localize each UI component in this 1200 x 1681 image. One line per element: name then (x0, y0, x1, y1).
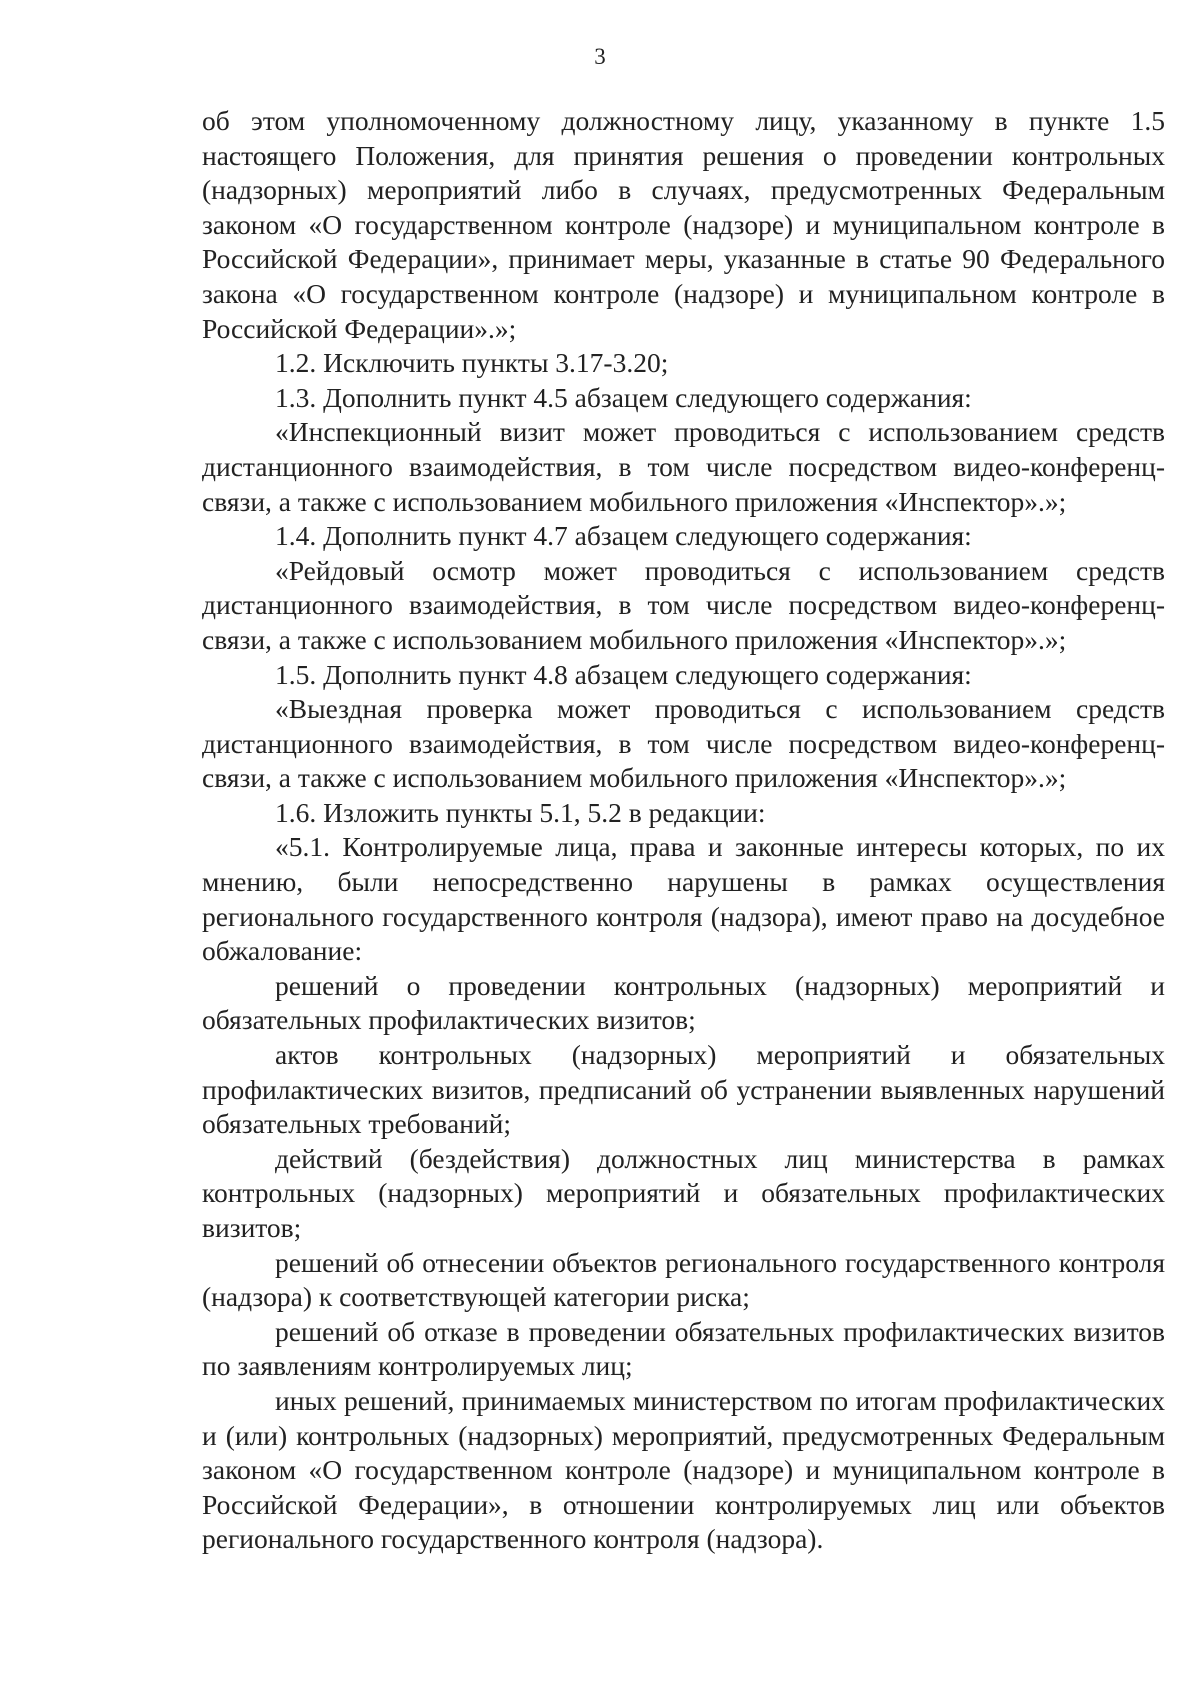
paragraph-quote-field-check: «Выездная проверка может проводиться с использованием средств дистанционного взаимодействия, в том числе посредством видео-конференц-связи, а также с использованием мобильного приложения «Инспектор».»; (202, 693, 1165, 794)
paragraph-continuation: об этом уполномоченному должностному лицу, указанному в пункте 1.5 настоящего Положения, для принятия решения о проведении контрольных (надзорных) мероприятий либо в случаях, предусмотренных Федеральным законом «О государственном контроле (надзоре) и муниципальном контроле в Российской Федерации», принимает меры, указанные в статье 90 Федерального закона «О государственном контроле (надзоре) и муниципальном контроле в Российской Федерации».»; (202, 105, 1165, 344)
paragraph-quote-raid-inspection: «Рейдовый осмотр может проводиться с использованием средств дистанционного взаимодействия, в том числе посредством видео-конференц-связи, а также с использованием мобильного приложения «Инспектор».»; (202, 554, 1165, 655)
list-item-actions: действий (бездействия) должностных лиц министерства в рамках контрольных (надзорных) мероприятий и обязательных профилактических визитов; (202, 1142, 1165, 1243)
list-item-other-decisions: иных решений, принимаемых министерством по итогам профилактических и (или) контрольных (надзорных) мероприятий, предусмотренных Федеральным законом «О государственном контроле (надзоре) и муниципальном контроле в Российской Федерации», в отношении контролируемых лиц или объектов регионального государственного контроля (надзора). (202, 1384, 1165, 1555)
list-item-refusal: решений об отказе в проведении обязательных профилактических визитов по заявлениям контролируемых лиц; (202, 1315, 1165, 1382)
document-body (202, 104, 1165, 1557)
list-item-risk-category: решений об отнесении объектов регионального государственного контроля (надзора) к соответствующей категории риска; (202, 1246, 1165, 1313)
paragraph-item-1-2: 1.2. Исключить пункты 3.17-3.20; (275, 347, 669, 379)
paragraph-item-1-6: 1.6. Изложить пункты 5.1, 5.2 в редакции: (275, 796, 766, 828)
paragraph-clause-5-1: «5.1. Контролируемые лица, права и законные интересы которых, по их мнению, были непосредственно нарушены в рамках осуществления регионального государственного контроля (надзора), имеют право на досудебное обжалование: (202, 831, 1165, 967)
list-item-acts: актов контрольных (надзорных) мероприятий и обязательных профилактических визитов, предписаний об устранении выявленных нарушений обязательных требований; (202, 1039, 1165, 1140)
list-item-decisions: решений о проведении контрольных (надзорных) мероприятий и обязательных профилактических визитов; (202, 969, 1165, 1036)
paragraph-item-1-5: 1.5. Дополнить пункт 4.8 абзацем следующего содержания: (275, 658, 972, 690)
page-number: 3 (594, 44, 606, 69)
paragraph-item-1-3: 1.3. Дополнить пункт 4.5 абзацем следующего содержания: (275, 381, 972, 413)
paragraph-quote-inspection-visit: «Инспекционный визит может проводиться с использованием средств дистанционного взаимодействия, в том числе посредством видео-конференц-связи, а также с использованием мобильного приложения «Инспектор».»; (202, 416, 1165, 517)
paragraph-item-1-4: 1.4. Дополнить пункт 4.7 абзацем следующего содержания: (275, 520, 972, 552)
